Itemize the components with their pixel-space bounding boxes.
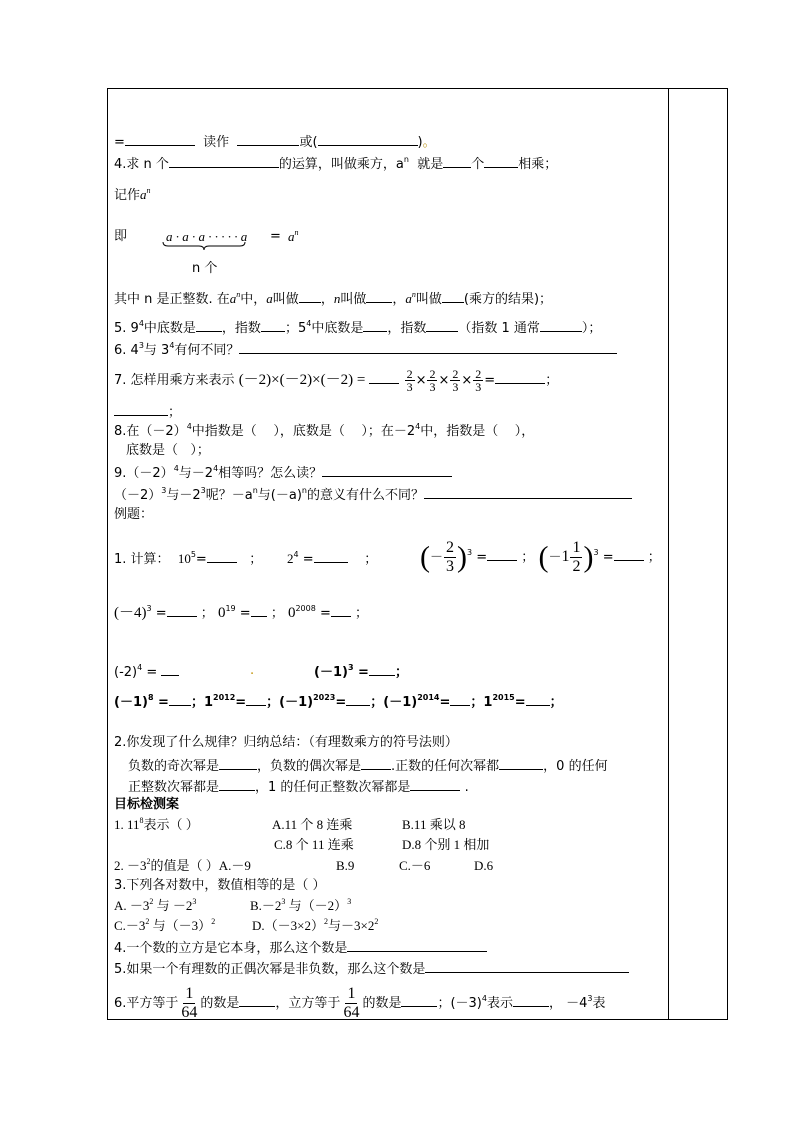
fraction: $\frac{2}{3}$	[429, 367, 436, 394]
test-question-1: 1. $11^8$表示（ ） A.11 个 8 连乘 B.11 乘以 8	[114, 816, 466, 832]
blank	[161, 663, 179, 676]
fraction: $\frac{2}{3}$	[475, 367, 482, 394]
rule-line-2: 正整数次幂都是 ，1 的任何正整数次幂都是 .	[128, 780, 469, 795]
blank	[169, 693, 191, 706]
line-terms: 其中 n 是正整数. 在$a^n$中，a叫做 ，n叫做 ，$a^n$叫做 (乘方的结果)；	[114, 290, 553, 307]
blank	[614, 548, 644, 561]
blank	[346, 693, 370, 706]
answer-line	[424, 486, 632, 499]
blank	[167, 604, 197, 617]
answer-line	[347, 939, 487, 952]
blank	[219, 778, 255, 791]
question-9-cont: $(-2)^3$与$-2^3$呢？$-a^n$与$(-a)^n$的意义有什么不同？	[114, 486, 632, 504]
question-7: 7. 怎样用乘方来表示 (－2)×(－2)×(－2) = $\frac{2}{3}$ × $\frac{2}{3}$ × $\frac{2}{3}$ × $\frac{2}{3}$ = ；	[114, 367, 559, 394]
fraction: $\frac{1}{64}$	[343, 985, 360, 1021]
blank	[219, 757, 257, 770]
blank	[363, 319, 387, 332]
blank	[114, 403, 168, 416]
line-read-as: = 读作 或( )。	[114, 135, 436, 150]
blank	[443, 155, 471, 168]
blank	[366, 290, 392, 303]
answer-line	[322, 464, 452, 477]
blank	[125, 133, 195, 146]
question-8: 8.在$(-2)^4$中指数是（ ），底数是（ ）；在$-2^4$中，指数是（ ），	[114, 422, 535, 439]
underbrace	[162, 241, 246, 251]
blank	[196, 319, 222, 332]
blank	[442, 290, 464, 303]
brace-label: n 个	[192, 261, 218, 276]
blank	[540, 319, 582, 332]
examples-heading: 例题：	[114, 507, 154, 522]
test-question-4: 4.一个数的立方是它本身，那么这个数是	[114, 939, 487, 957]
example-1: 1. 计算： $10^5=$ ； $2^4$ = ；	[114, 550, 378, 567]
blank	[495, 371, 545, 384]
blank	[331, 604, 351, 617]
column-divider	[668, 89, 669, 1019]
test-question-2: 2. $-3^2$的值是（ ）A.－9 B.9 C.－6 D.6	[114, 857, 494, 873]
blank	[261, 319, 285, 332]
blank	[369, 663, 395, 676]
blank	[526, 693, 550, 706]
blank	[426, 319, 458, 332]
test-question-3-ab: A. $-3^2$ 与 $-2^3$ $B.-2^3$ 与$(-2)^3$	[114, 897, 352, 913]
rule-line-1: 负数的奇次幂是 ，负数的偶次幂是 .正数的任何次幂都 ，0 的任何	[128, 759, 608, 774]
example-1-fractions: (－ $\frac{2}{3}$ )$^3$ = ； (－1 $\frac{1}{2}$ )$^3$ = ；	[420, 539, 661, 575]
question-8-cont: 底数是（ ）；	[126, 443, 210, 458]
test-question-6: 6.平方等于 $\frac{1}{64}$ 的数是 ，立方等于 $\frac{1}{64}$ 的数是 ；$(-3)^4$表示 ， $-4^3$表	[114, 985, 606, 1021]
answer-line	[425, 960, 629, 973]
fraction: $\frac{2}{3}$	[452, 367, 459, 394]
question-2-rule: 2.你发现了什么规律？归纳总结：（有理数乘方的符号法则）	[114, 735, 458, 750]
line-definition: 4.求 n 个 的运算，叫做乘方，$a^n$ 就是 个 相乘；	[114, 155, 558, 172]
blank	[314, 550, 348, 563]
blank	[369, 371, 399, 384]
blank	[251, 604, 267, 617]
blank	[318, 133, 418, 146]
blank	[237, 133, 299, 146]
fraction: $\frac{2}{3}$	[446, 539, 455, 575]
test-question-3: 3.下列各对数中，数值相等的是（ ）	[114, 878, 326, 893]
example-1-row2: $(-4)^3$ = ； $0^{19}$ = ； $0^{2008}$ = ；	[114, 604, 369, 621]
section-title: 目标检测案	[114, 797, 180, 812]
example-1-row4: $(-1)^8$ = ；$1^{2012}=$ ；$(-1)^{2023}=$ ；$(-1)^{2014}=$ ；$1^{2015}=$ ；	[114, 693, 563, 710]
line-product: 即 a · a · a · · · · · a = $a^n$	[114, 228, 299, 244]
fraction: $\frac{2}{3}$	[406, 367, 413, 394]
blank	[207, 550, 237, 563]
line-notation: 记作$a^n$	[114, 186, 151, 203]
fraction: $\frac{1}{64}$	[181, 985, 198, 1021]
answer-line	[239, 341, 617, 354]
question-6: 6. $4^3$与 $3^4$有何不同？	[114, 341, 617, 359]
test-question-3-cd: $C.-3^2$ 与$(-3)^2$ $D.(-3\times 2)^2$与$-3\times 2^2$	[114, 917, 379, 933]
blank	[246, 693, 266, 706]
blank	[239, 994, 275, 1007]
example-1-row3: $(-2)^4$ = . $(-1)^3$ = ；	[114, 663, 408, 680]
fraction: $\frac{1}{2}$	[572, 539, 581, 575]
blank	[169, 155, 279, 168]
question-9: $9.(-2)^4$与$-2^4$相等吗？怎么读？	[114, 464, 452, 482]
blank	[410, 778, 460, 791]
blank	[450, 693, 470, 706]
blank	[299, 290, 321, 303]
blank	[513, 994, 549, 1007]
blank	[484, 155, 518, 168]
test-question-5: 5.如果一个有理数的正偶次幂是非负数，那么这个数是	[114, 960, 629, 978]
blank	[361, 757, 391, 770]
blank	[487, 548, 517, 561]
question-7-cont: ；	[114, 403, 181, 421]
question-5: 5. $9^4$中底数是 ，指数 ；$5^4$中底数是 ，指数 （指数 1 通常 ）；	[114, 319, 602, 336]
blank	[401, 994, 437, 1007]
blank	[499, 757, 543, 770]
